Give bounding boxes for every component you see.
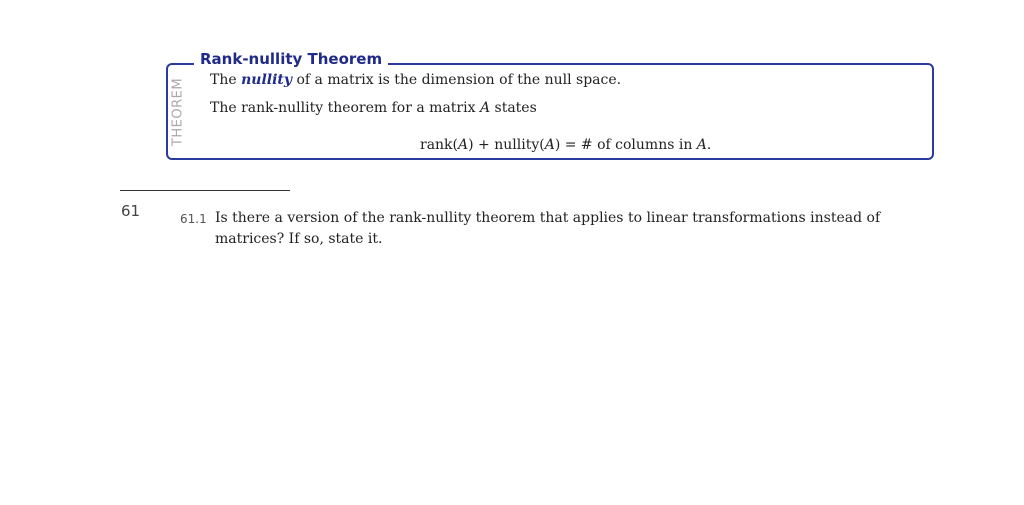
theorem-statement xyxy=(210,99,537,117)
formula-part4: . xyxy=(706,137,712,153)
section-divider xyxy=(120,190,290,191)
matrix-variable: A xyxy=(479,100,491,116)
rank-nullity-formula xyxy=(420,136,711,154)
formula-var1: A xyxy=(458,137,469,153)
statement-prefix: The rank-nullity theorem for a matrix xyxy=(210,100,480,116)
definition-suffix: of a matrix is the dimension of the null space. xyxy=(292,72,622,88)
question-number: 61.1 xyxy=(180,212,207,226)
page-number: 61 xyxy=(121,202,141,220)
statement-suffix: states xyxy=(490,100,537,116)
formula-var2: A xyxy=(544,137,555,153)
nullity-definition xyxy=(210,71,621,89)
formula-part3: ) = # of columns in xyxy=(554,137,697,153)
question-text: Is there a version of the rank-nullity theorem that applies to linear transformations instead of matrices? If so, state it. xyxy=(215,210,881,247)
formula-part1: rank( xyxy=(420,137,459,153)
theorem-side-label: THEOREM xyxy=(170,77,186,147)
formula-var3: A xyxy=(696,137,707,153)
nullity-term: nullity xyxy=(241,72,293,88)
formula-part2: ) + nullity( xyxy=(468,137,545,153)
theorem-title: Rank-nullity Theorem xyxy=(194,49,388,69)
definition-prefix: The xyxy=(210,72,242,88)
